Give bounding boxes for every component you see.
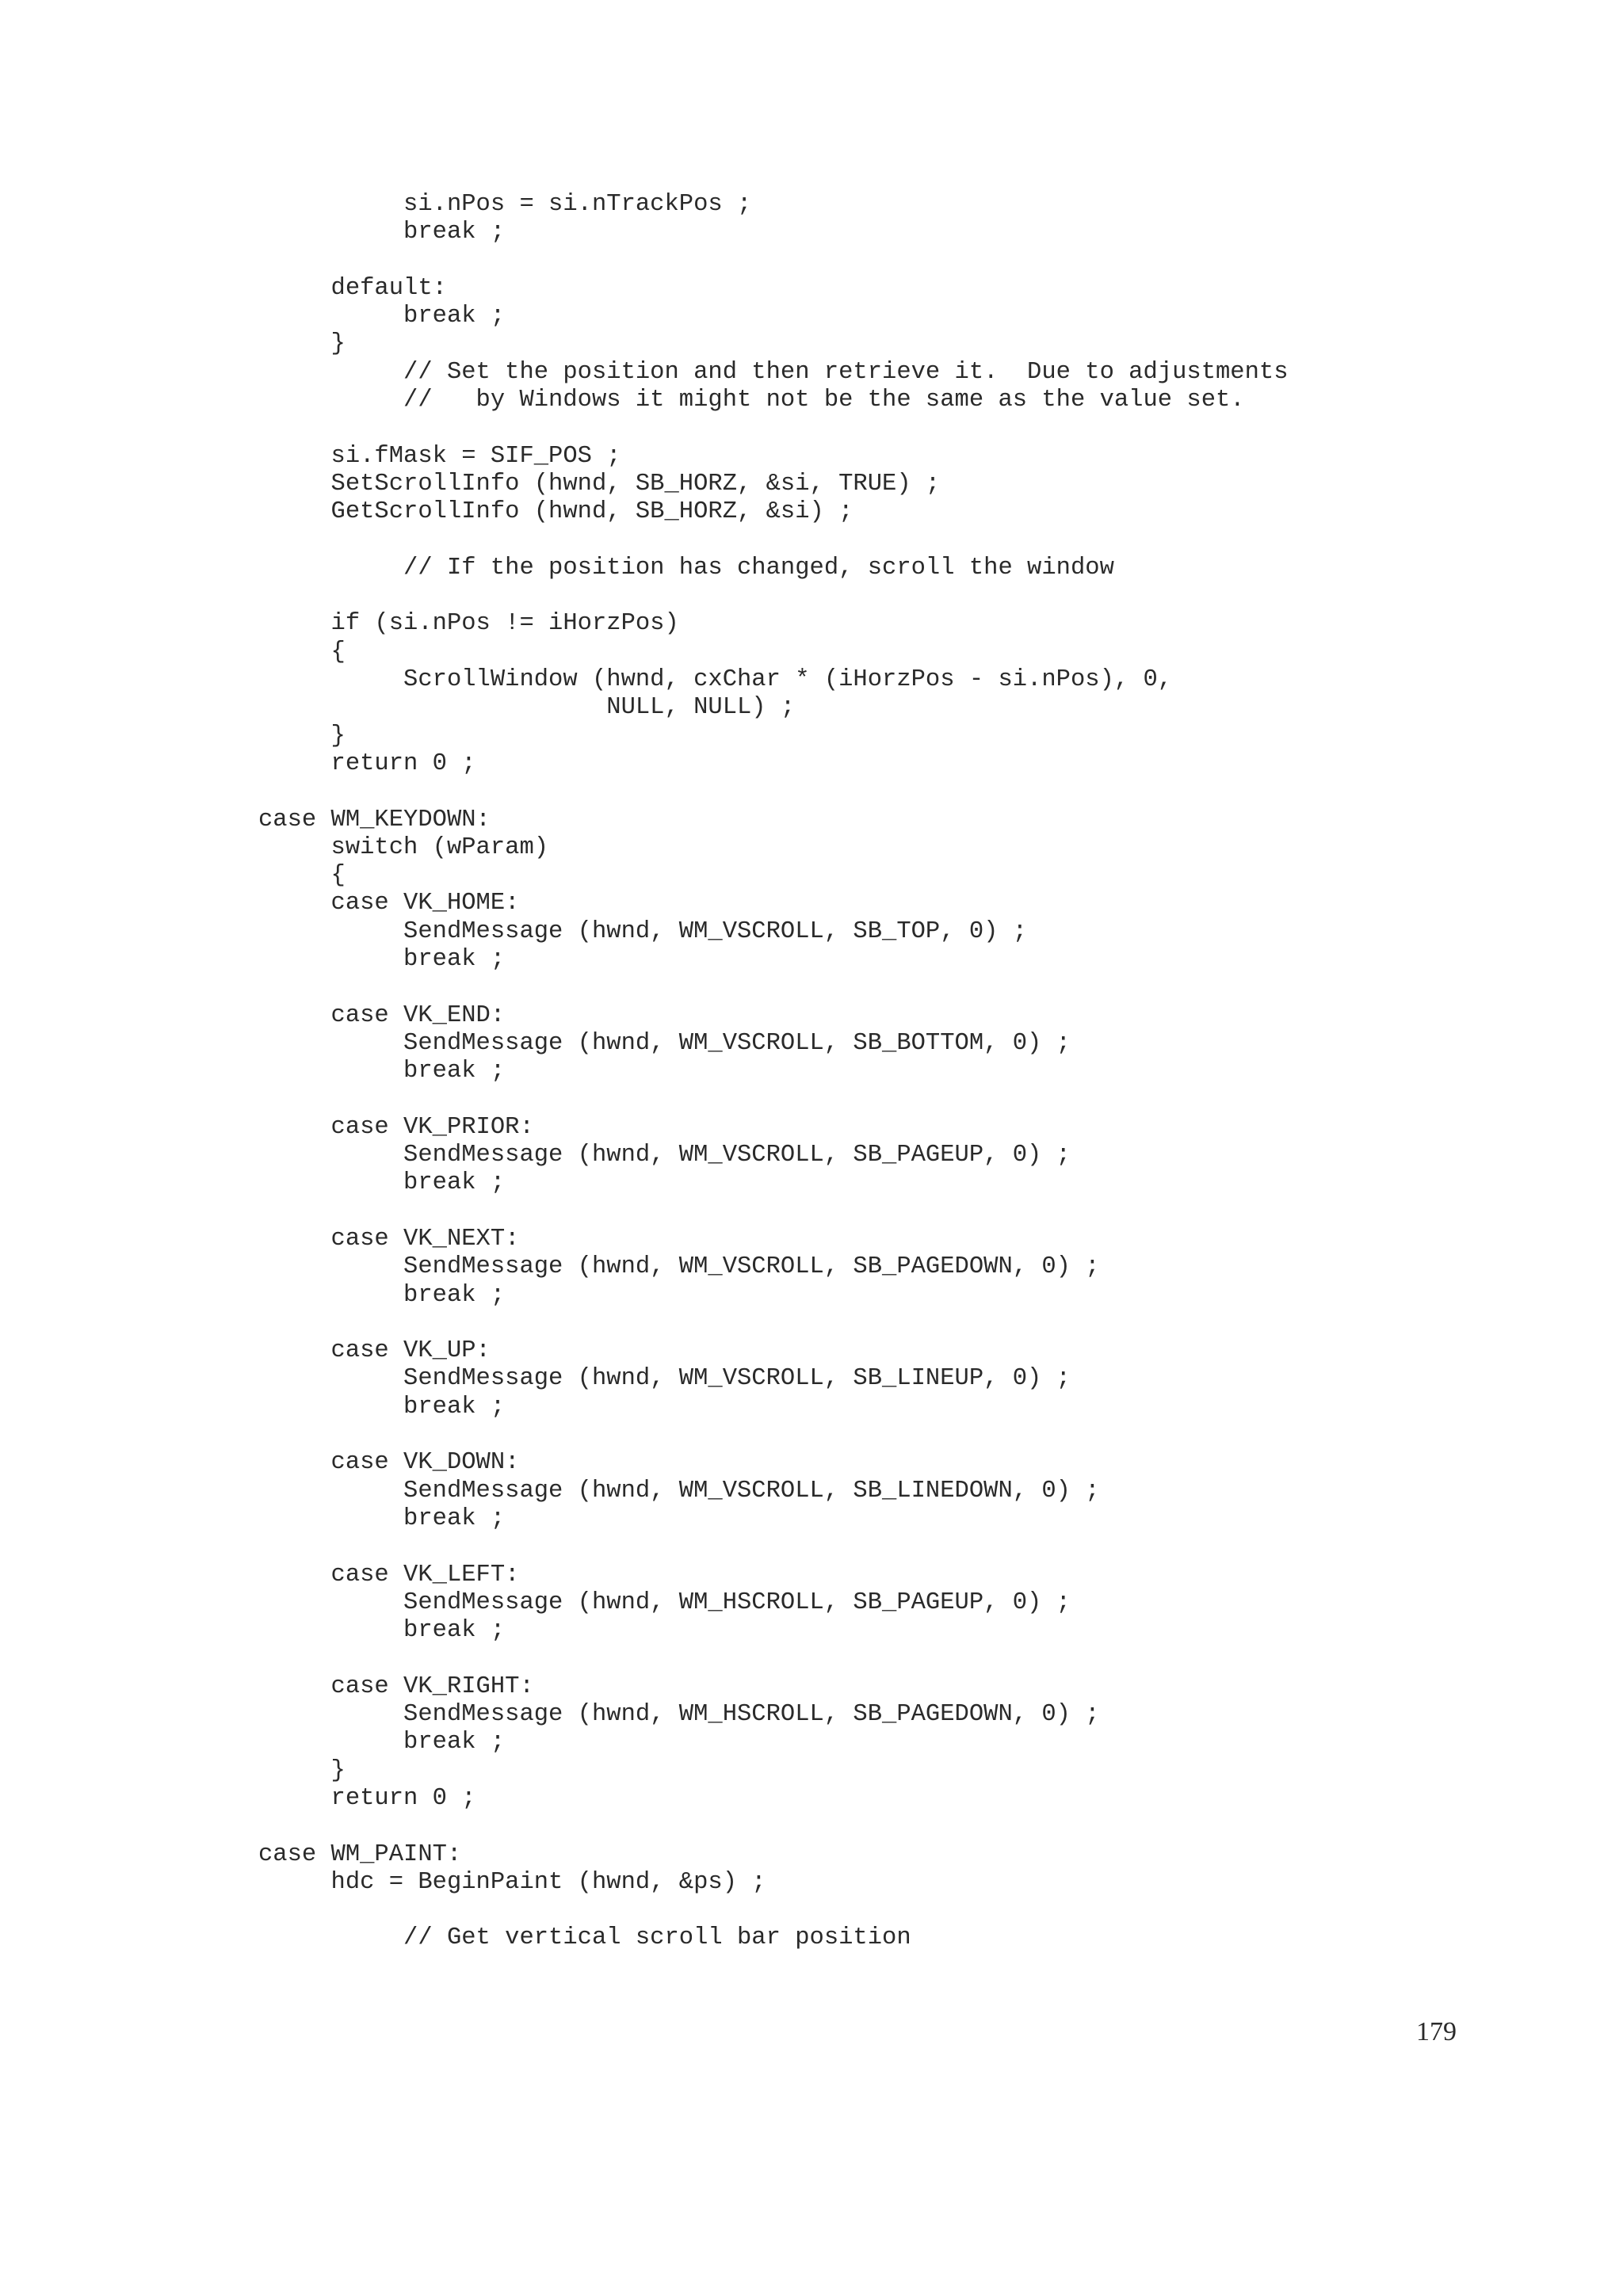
code-line — [258, 778, 1289, 806]
code-line: break ; — [258, 1729, 506, 1756]
code-line: SendMessage (hwnd, WM_VSCROLL, SB_LINEDOWN, 0) ; — [258, 1477, 1100, 1505]
code-line: case VK_PRIOR: — [258, 1113, 534, 1141]
code-line: // Set the position and then retrieve it. Due to adjustments — [258, 358, 1289, 386]
code-line: switch (wParam) — [258, 833, 549, 861]
code-line — [258, 1897, 1289, 1924]
code-line: case VK_RIGHT: — [258, 1672, 534, 1700]
code-line — [258, 582, 1289, 610]
code-line: NULL, NULL) ; — [258, 694, 796, 722]
code-line: case VK_UP: — [258, 1337, 491, 1365]
code-line: default: — [258, 274, 447, 302]
code-line: { — [258, 638, 346, 666]
code-line: break ; — [258, 1393, 506, 1421]
code-line — [258, 414, 1289, 442]
code-line: break ; — [258, 1058, 506, 1085]
code-line: case VK_NEXT: — [258, 1225, 520, 1253]
code-line: return 0 ; — [258, 749, 476, 777]
code-line — [258, 1533, 1289, 1561]
code-line: case VK_DOWN: — [258, 1449, 520, 1477]
page-number: 179 — [1416, 2017, 1457, 2046]
code-line: case VK_LEFT: — [258, 1561, 520, 1589]
code-line: SendMessage (hwnd, WM_VSCROLL, SB_LINEUP, 0) ; — [258, 1365, 1071, 1393]
code-line: break ; — [258, 219, 506, 246]
code-line — [258, 1421, 1289, 1449]
code-line — [258, 974, 1289, 1001]
code-line: case WM_PAINT: — [258, 1840, 462, 1868]
code-line: if (si.nPos != iHorzPos) — [258, 610, 679, 638]
code-line: break ; — [258, 1617, 506, 1645]
code-line: return 0 ; — [258, 1784, 476, 1812]
code-line: si.fMask = SIF_POS ; — [258, 442, 621, 470]
code-line: break ; — [258, 303, 506, 330]
code-line: break ; — [258, 1169, 506, 1197]
code-line: break ; — [258, 1281, 506, 1309]
code-line: hdc = BeginPaint (hwnd, &ps) ; — [258, 1868, 766, 1896]
code-line: si.nPos = si.nTrackPos ; — [258, 191, 752, 218]
code-listing — [258, 191, 1289, 1953]
code-line: { — [258, 862, 346, 890]
code-line: // Get vertical scroll bar position — [258, 1924, 911, 1952]
code-line: } — [258, 330, 346, 358]
code-line: SendMessage (hwnd, WM_VSCROLL, SB_PAGEUP, 0) ; — [258, 1142, 1071, 1169]
code-line: SendMessage (hwnd, WM_HSCROLL, SB_PAGEDOWN, 0) ; — [258, 1701, 1100, 1729]
code-line: // by Windows it might not be the same as the value set. — [258, 387, 1245, 414]
code-line: GetScrollInfo (hwnd, SB_HORZ, &si) ; — [258, 498, 854, 526]
code-line: // If the position has changed, scroll the window — [258, 554, 1114, 582]
code-line — [258, 1198, 1289, 1226]
code-line: case VK_END: — [258, 1001, 506, 1029]
code-line: SendMessage (hwnd, WM_HSCROLL, SB_PAGEUP, 0) ; — [258, 1589, 1071, 1616]
code-line: SendMessage (hwnd, WM_VSCROLL, SB_BOTTOM, 0) ; — [258, 1029, 1071, 1057]
code-line: break ; — [258, 1505, 506, 1532]
code-line: break ; — [258, 946, 506, 974]
code-line: SetScrollInfo (hwnd, SB_HORZ, &si, TRUE) ; — [258, 470, 941, 498]
code-line — [258, 247, 1289, 275]
code-line: SendMessage (hwnd, WM_VSCROLL, SB_PAGEDOWN, 0) ; — [258, 1253, 1100, 1281]
code-line: } — [258, 722, 346, 749]
code-line: case WM_KEYDOWN: — [258, 806, 491, 833]
code-line: SendMessage (hwnd, WM_VSCROLL, SB_TOP, 0) ; — [258, 917, 1028, 945]
code-line: case VK_HOME: — [258, 890, 520, 917]
code-line — [258, 1645, 1289, 1672]
code-line — [258, 1813, 1289, 1840]
code-line: } — [258, 1756, 346, 1784]
code-line — [258, 527, 1289, 555]
code-line — [258, 1310, 1289, 1337]
code-line: ScrollWindow (hwnd, cxChar * (iHorzPos - si.nPos), 0, — [258, 666, 1173, 694]
code-line — [258, 1086, 1289, 1114]
